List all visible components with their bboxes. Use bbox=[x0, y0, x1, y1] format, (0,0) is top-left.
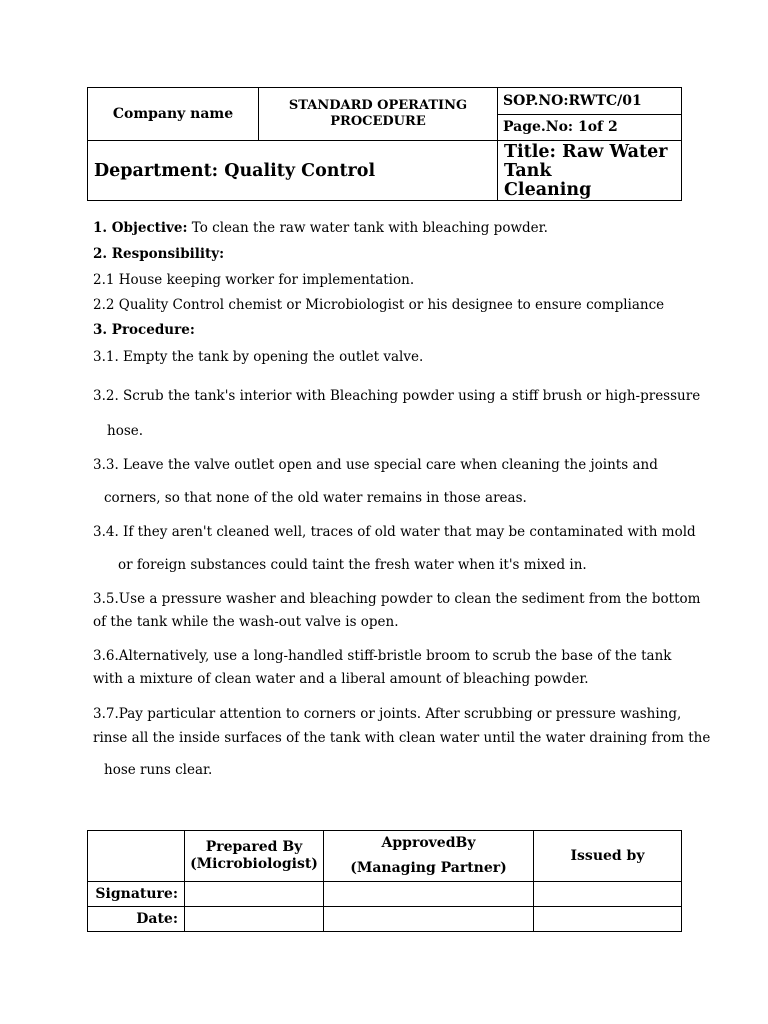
date-cell-issued[interactable] bbox=[534, 907, 682, 932]
page-number: Page.No: 1of 2 bbox=[498, 114, 682, 141]
document-title bbox=[498, 141, 682, 201]
sop-title-line1: STANDARD OPERATING bbox=[288, 98, 468, 113]
signature-cell-issued[interactable] bbox=[534, 882, 682, 907]
issued-by-header: Issued by bbox=[534, 831, 682, 882]
procedure-step-continued: corners, so that none of the old water remains in those areas. bbox=[104, 490, 527, 506]
responsibility-item: 2.2 Quality Control chemist or Microbiologist or his designee to ensure compliance bbox=[93, 297, 665, 313]
procedure-step-continued: with a mixture of clean water and a liberal amount of bleaching powder. bbox=[93, 671, 589, 687]
procedure-step: 3.3. Leave the valve outlet open and use special care when cleaning the joints and bbox=[93, 457, 658, 473]
procedure-heading: 3. Procedure: bbox=[93, 322, 195, 338]
title-line2: Cleaning bbox=[504, 180, 592, 200]
responsibility-item: 2.1 House keeping worker for implementation. bbox=[93, 272, 415, 288]
date-cell-prepared[interactable] bbox=[185, 907, 324, 932]
procedure-step-continued: hose runs clear. bbox=[104, 762, 213, 778]
objective-label: 1. Objective: bbox=[93, 220, 188, 236]
prepared-by-role: (Microbiologist) bbox=[190, 856, 318, 872]
objective bbox=[93, 220, 548, 236]
prepared-by-label: Prepared By bbox=[205, 839, 303, 855]
signature-cell-prepared[interactable] bbox=[185, 882, 324, 907]
procedure-step: 3.2. Scrub the tank's interior with Bleaching powder using a stiff brush or high-pressure bbox=[93, 388, 701, 404]
prepared-by-header bbox=[185, 831, 324, 882]
signature-cell-approved[interactable] bbox=[324, 882, 534, 907]
procedure-step: 3.7.Pay particular attention to corners or joints. After scrubbing or pressure washing, bbox=[93, 706, 682, 722]
sop-number: SOP.NO:RWTC/01 bbox=[498, 88, 682, 115]
title-line1: Title: Raw Water Tank bbox=[504, 142, 668, 181]
sop-title-line2: PROCEDURE bbox=[330, 114, 426, 129]
procedure-step-continued: of the tank while the wash-out valve is open. bbox=[93, 614, 399, 630]
objective-text: To clean the raw water tank with bleaching powder. bbox=[187, 220, 548, 236]
procedure-step: 3.6.Alternatively, use a long-handled stiff-bristle broom to scrub the base of the tank bbox=[93, 648, 672, 664]
approved-by-label: ApprovedBy bbox=[381, 835, 476, 851]
procedure-step: 3.5.Use a pressure washer and bleaching powder to clean the sediment from the bottom bbox=[93, 591, 701, 607]
procedure-step-continued: or foreign substances could taint the fresh water when it's mixed in. bbox=[118, 557, 587, 573]
company-name: Company name bbox=[88, 88, 259, 141]
sop-title bbox=[259, 88, 498, 141]
approved-by-header bbox=[324, 831, 534, 882]
procedure-step: 3.1. Empty the tank by opening the outlet valve. bbox=[93, 349, 424, 365]
signature-label: Signature: bbox=[88, 882, 185, 907]
procedure-step-continued: rinse all the inside surfaces of the tank with clean water until the water draining from the bbox=[93, 730, 711, 746]
signoff-corner bbox=[88, 831, 185, 882]
header-table bbox=[87, 87, 682, 201]
approved-by-role: (Managing Partner) bbox=[350, 860, 507, 876]
date-label: Date: bbox=[88, 907, 185, 932]
responsibility-heading: 2. Responsibility: bbox=[93, 246, 225, 262]
department: Department: Quality Control bbox=[88, 141, 498, 201]
procedure-step: 3.4. If they aren't cleaned well, traces of old water that may be contaminated with mold bbox=[93, 524, 696, 540]
signoff-table bbox=[87, 830, 682, 932]
date-cell-approved[interactable] bbox=[324, 907, 534, 932]
procedure-step-continued: hose. bbox=[107, 423, 144, 439]
